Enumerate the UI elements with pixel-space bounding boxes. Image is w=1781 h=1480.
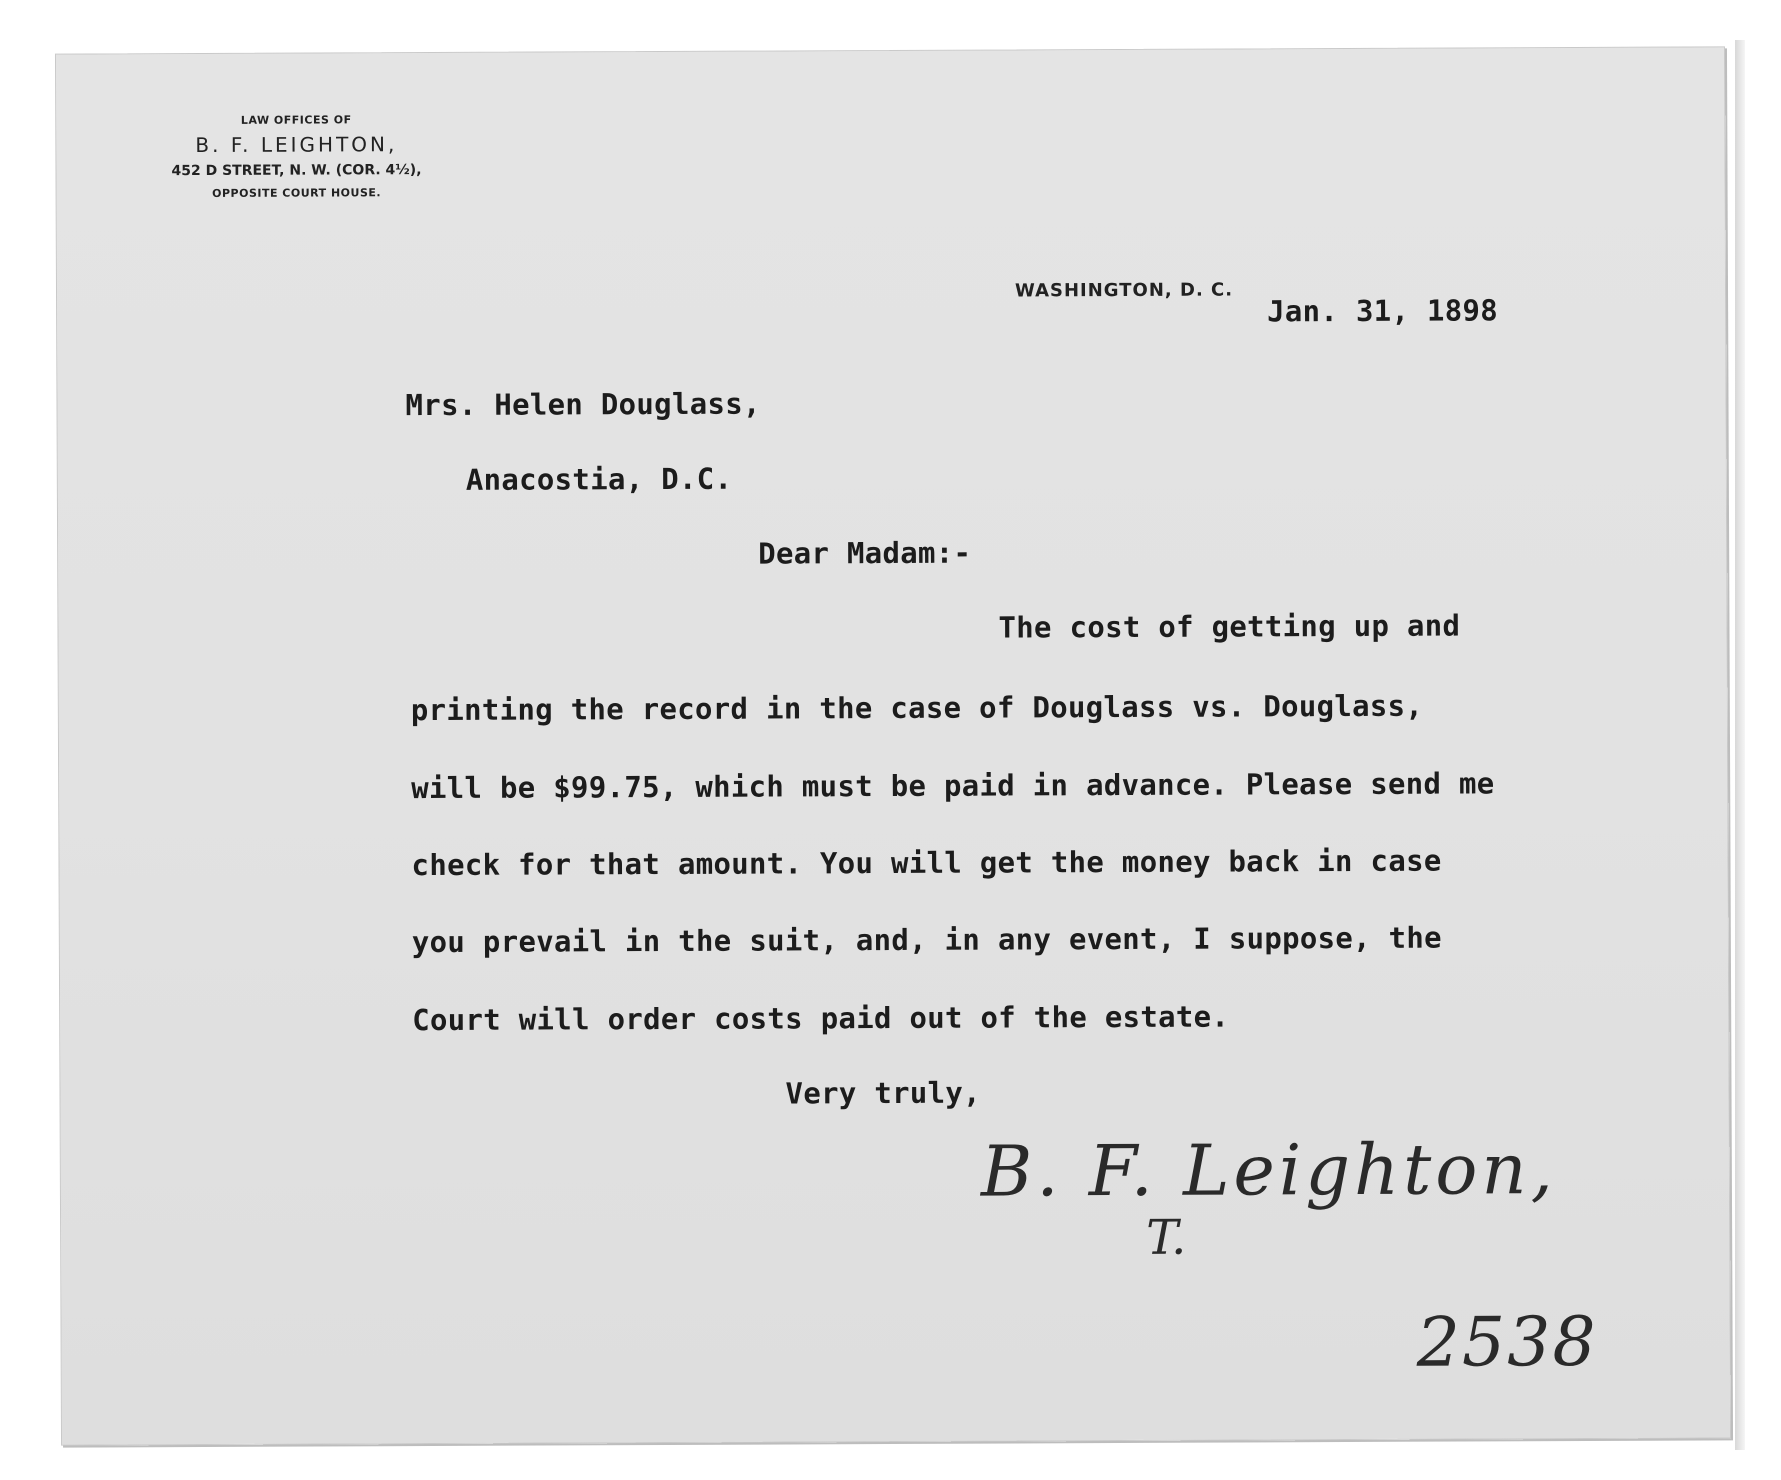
closing: Very truly,	[785, 1075, 981, 1111]
file-number: 2538	[1416, 1302, 1598, 1383]
letterhead	[166, 113, 426, 200]
letterhead-line1: LAW OFFICES OF	[240, 113, 352, 127]
signature-initial: T.	[1146, 1209, 1187, 1266]
body-line: will be $99.75, which must be paid in advance. Please send me	[411, 766, 1495, 806]
body-line: you prevail in the suit, and, in any event, I suppose, the	[411, 920, 1442, 960]
body-line: check for that amount. You will get the money back in case	[411, 843, 1442, 883]
body-line: Court will order costs paid out of the estate.	[412, 999, 1230, 1038]
letterhead-name: B. F. LEIGHTON,	[195, 132, 398, 158]
letter-date: Jan. 31, 1898	[1267, 293, 1499, 329]
letterhead-address: 452 D STREET, N. W. (COR. 4½),	[171, 162, 422, 180]
body-line: printing the record in the case of Douglass vs. Douglass,	[410, 688, 1424, 728]
page-edge-shadow	[1735, 40, 1745, 1450]
recipient-name: Mrs. Helen Douglass,	[405, 386, 761, 423]
letter-sheet	[55, 46, 1731, 1445]
recipient-city: Anacostia, D.C.	[465, 461, 733, 497]
body-line: The cost of getting up and	[998, 608, 1461, 645]
place-line: WASHINGTON, D. C.	[1014, 279, 1234, 302]
handwritten-signature: B. F. Leighton,	[980, 1128, 1557, 1213]
salutation: Dear Madam:-	[758, 535, 972, 571]
letterhead-location: OPPOSITE COURT HOUSE.	[212, 186, 382, 200]
